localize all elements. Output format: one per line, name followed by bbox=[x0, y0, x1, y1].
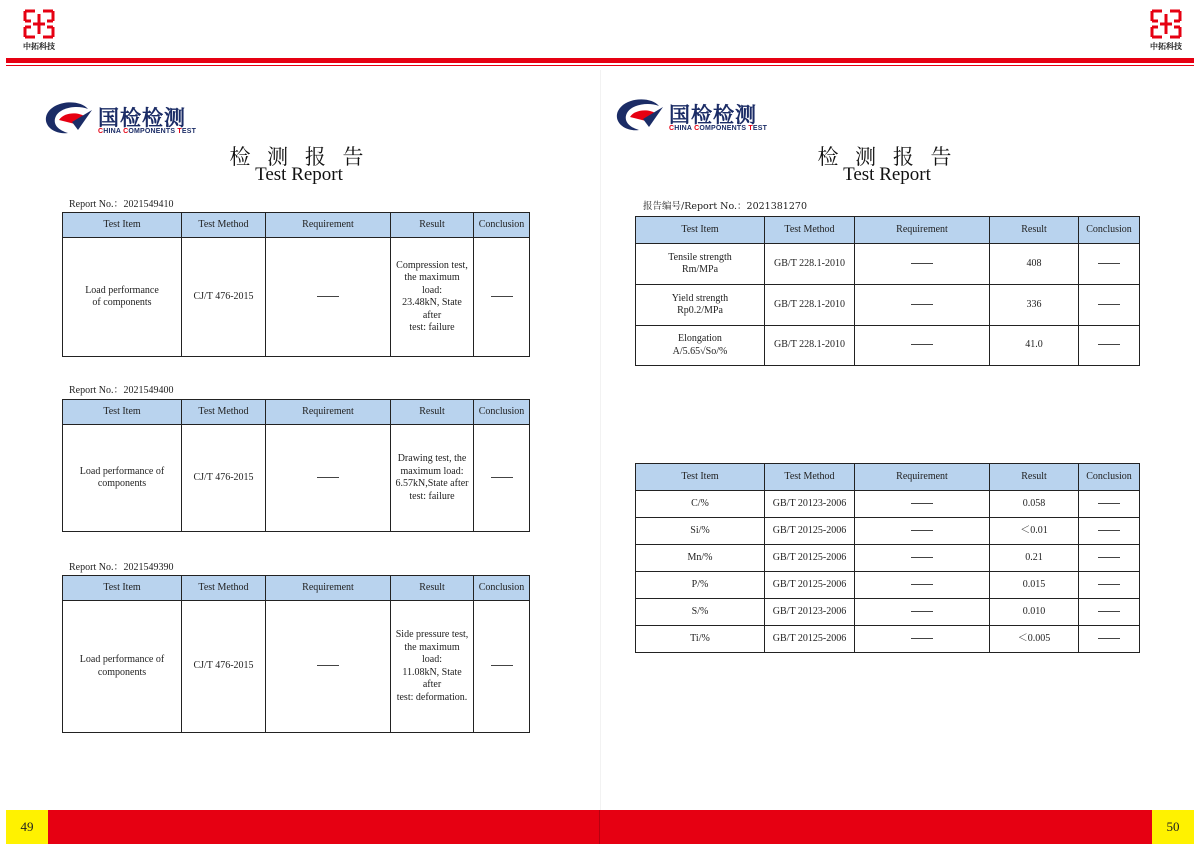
company-name: 国检检测 bbox=[98, 106, 186, 130]
column-header: Requirement bbox=[266, 213, 391, 238]
cell-test-method: GB/T 228.1-2010 bbox=[765, 285, 855, 326]
cell-conclusion bbox=[1079, 285, 1140, 326]
cell-conclusion bbox=[1079, 326, 1140, 366]
company-logo-left bbox=[44, 100, 244, 140]
cell-result: 41.0 bbox=[990, 326, 1079, 366]
cell-test-method: CJ/T 476-2015 bbox=[182, 425, 266, 532]
cell-test-method: GB/T 228.1-2010 bbox=[765, 326, 855, 366]
cell-test-method: GB/T 20123-2006 bbox=[765, 599, 855, 626]
report-number: 报告编号/Report No.：2021381270 bbox=[643, 201, 807, 212]
column-header: Result bbox=[391, 400, 474, 425]
report-number: Report No.：2021549410 bbox=[69, 199, 174, 210]
page-number-left: 49 bbox=[6, 810, 48, 844]
cell-requirement bbox=[266, 238, 391, 357]
cell-requirement bbox=[855, 244, 990, 285]
company-subtitle: CHINA COMPONENTS TEST bbox=[669, 125, 768, 132]
cell-test-method: CJ/T 476-2015 bbox=[182, 601, 266, 733]
page-spine bbox=[600, 70, 601, 810]
table-row bbox=[63, 601, 530, 733]
cell-test-item: Si/% bbox=[636, 518, 765, 545]
brand-mark-icon bbox=[1149, 8, 1183, 40]
cell-requirement bbox=[855, 518, 990, 545]
brand-mark-icon bbox=[22, 8, 56, 40]
cell-conclusion bbox=[1079, 491, 1140, 518]
cell-result: 0.015 bbox=[990, 572, 1079, 599]
cell-test-method: CJ/T 476-2015 bbox=[182, 238, 266, 357]
table-row bbox=[636, 491, 1140, 518]
cell-result: 408 bbox=[990, 244, 1079, 285]
report-number: Report No.：2021549400 bbox=[69, 385, 174, 396]
cell-result: 0.010 bbox=[990, 599, 1079, 626]
cell-test-item: Tensile strength Rm/MPa bbox=[636, 244, 765, 285]
cell-test-method: GB/T 20125-2006 bbox=[765, 545, 855, 572]
cell-test-method: GB/T 20123-2006 bbox=[765, 491, 855, 518]
cell-test-item: S/% bbox=[636, 599, 765, 626]
company-name: 国检检测 bbox=[669, 103, 757, 127]
table-row bbox=[636, 599, 1140, 626]
cell-test-item: Elongation A/5.65√So/% bbox=[636, 326, 765, 366]
report-table-2 bbox=[62, 399, 530, 532]
column-header: Result bbox=[990, 217, 1079, 244]
column-header: Test Item bbox=[63, 213, 182, 238]
cell-result: 336 bbox=[990, 285, 1079, 326]
column-header: Test Method bbox=[765, 217, 855, 244]
cell-requirement bbox=[855, 545, 990, 572]
report-number: Report No.：2021549390 bbox=[69, 562, 174, 573]
table-row bbox=[636, 285, 1140, 326]
header-rule bbox=[6, 58, 1194, 63]
column-header: Requirement bbox=[855, 464, 990, 491]
cell-test-method: GB/T 20125-2006 bbox=[765, 572, 855, 599]
cell-result: 0.058 bbox=[990, 491, 1079, 518]
report-table-3 bbox=[62, 575, 530, 733]
mechanical-table bbox=[635, 216, 1140, 366]
column-header: Test Item bbox=[63, 400, 182, 425]
brand-name: 中拓科技 bbox=[23, 42, 55, 51]
table-row bbox=[63, 238, 530, 357]
table-row bbox=[636, 518, 1140, 545]
column-header: Result bbox=[990, 464, 1079, 491]
column-header: Test Item bbox=[636, 464, 765, 491]
table-row bbox=[636, 626, 1140, 653]
cell-requirement bbox=[266, 425, 391, 532]
cell-result: Side pressure test, the maximum load: 11.08kN, State after test: deformation. bbox=[391, 601, 474, 733]
column-header: Conclusion bbox=[1079, 464, 1140, 491]
brand-logo-right bbox=[1146, 8, 1186, 52]
cell-test-item: C/% bbox=[636, 491, 765, 518]
brand-name: 中拓科技 bbox=[1150, 42, 1182, 51]
cell-requirement bbox=[855, 572, 990, 599]
column-header: Conclusion bbox=[474, 213, 530, 238]
table-row bbox=[636, 545, 1140, 572]
page-title-en: Test Report bbox=[255, 164, 343, 185]
cell-conclusion bbox=[474, 425, 530, 532]
cell-result: ＜0.01 bbox=[990, 518, 1079, 545]
cell-requirement bbox=[855, 599, 990, 626]
cell-conclusion bbox=[1079, 626, 1140, 653]
cell-requirement bbox=[266, 601, 391, 733]
cell-requirement bbox=[855, 626, 990, 653]
cell-conclusion bbox=[1079, 545, 1140, 572]
cell-conclusion bbox=[1079, 244, 1140, 285]
column-header: Result bbox=[391, 576, 474, 601]
column-header: Test Method bbox=[765, 464, 855, 491]
column-header: Result bbox=[391, 213, 474, 238]
footer-bar bbox=[6, 810, 1194, 844]
column-header: Test Method bbox=[182, 400, 266, 425]
page-title-cn: 检 测 报 告 bbox=[229, 145, 369, 169]
column-header: Test Item bbox=[63, 576, 182, 601]
column-header: Conclusion bbox=[474, 576, 530, 601]
table-row bbox=[636, 244, 1140, 285]
cell-conclusion bbox=[1079, 518, 1140, 545]
report-table-1 bbox=[62, 212, 530, 357]
cell-test-item: Ti/% bbox=[636, 626, 765, 653]
column-header: Test Method bbox=[182, 213, 266, 238]
cell-test-method: GB/T 20125-2006 bbox=[765, 518, 855, 545]
cell-test-method: GB/T 20125-2006 bbox=[765, 626, 855, 653]
column-header: Conclusion bbox=[1079, 217, 1140, 244]
cell-test-item: Load performance of components bbox=[63, 238, 182, 357]
cell-test-method: GB/T 228.1-2010 bbox=[765, 244, 855, 285]
column-header: Requirement bbox=[855, 217, 990, 244]
cell-result: Compression test, the maximum load: 23.48kN, State after test: failure bbox=[391, 238, 474, 357]
chemical-table bbox=[635, 463, 1140, 653]
cell-test-item: Load performance of components bbox=[63, 425, 182, 532]
cell-result: 0.21 bbox=[990, 545, 1079, 572]
company-swoosh-icon bbox=[44, 100, 94, 136]
column-header: Requirement bbox=[266, 400, 391, 425]
cell-test-item: Load performance of components bbox=[63, 601, 182, 733]
cell-requirement bbox=[855, 285, 990, 326]
table-row bbox=[636, 572, 1140, 599]
cell-conclusion bbox=[474, 601, 530, 733]
cell-conclusion bbox=[474, 238, 530, 357]
cell-conclusion bbox=[1079, 572, 1140, 599]
table-row bbox=[63, 425, 530, 532]
cell-requirement bbox=[855, 326, 990, 366]
cell-test-item: Yield strength Rp0.2/MPa bbox=[636, 285, 765, 326]
page-title-en: Test Report bbox=[843, 164, 931, 185]
column-header: Conclusion bbox=[474, 400, 530, 425]
company-logo-right bbox=[615, 97, 815, 137]
cell-test-item: Mn/% bbox=[636, 545, 765, 572]
company-subtitle: CHINA COMPONENTS TEST bbox=[98, 128, 197, 135]
company-swoosh-icon bbox=[615, 97, 665, 133]
table-row bbox=[636, 326, 1140, 366]
page-number-right: 50 bbox=[1152, 810, 1194, 844]
column-header: Test Item bbox=[636, 217, 765, 244]
footer-divider bbox=[599, 810, 600, 844]
cell-result: ＜0.005 bbox=[990, 626, 1079, 653]
header-rule-thin bbox=[6, 65, 1194, 66]
column-header: Requirement bbox=[266, 576, 391, 601]
brand-logo-left bbox=[19, 8, 59, 52]
page-title-cn: 检 测 报 告 bbox=[817, 145, 957, 169]
column-header: Test Method bbox=[182, 576, 266, 601]
cell-result: Drawing test, the maximum load: 6.57kN,State after test: failure bbox=[391, 425, 474, 532]
cell-test-item: P/% bbox=[636, 572, 765, 599]
cell-conclusion bbox=[1079, 599, 1140, 626]
cell-requirement bbox=[855, 491, 990, 518]
